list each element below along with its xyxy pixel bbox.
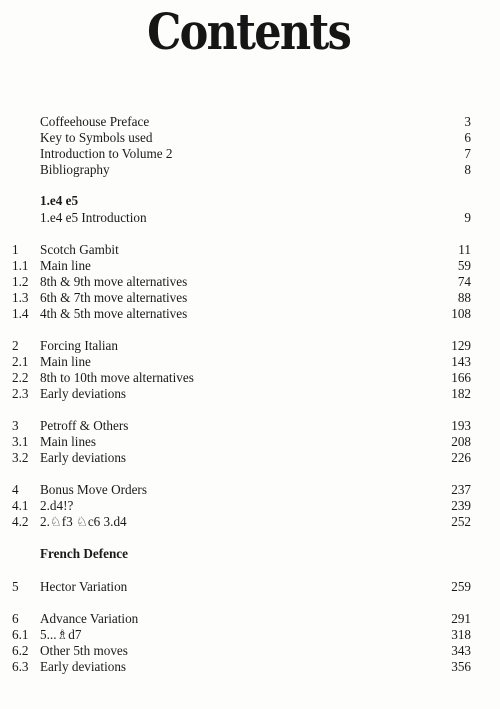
toc-entry-page: 226 [451, 450, 471, 465]
toc-entry-number: 6.3 [12, 659, 29, 674]
toc-entry-introduction[interactable] [0, 146, 500, 162]
toc-entry-page: 74 [457, 274, 471, 289]
toc-entry-label: 5...♗d7 [40, 627, 82, 642]
toc-entry-chapter-5[interactable] [0, 579, 500, 595]
toc-entry-page: 208 [451, 434, 471, 449]
toc-entry-number: 1.3 [12, 290, 29, 305]
toc-entry-2-2[interactable] [0, 370, 500, 386]
toc-entry-page: 129 [451, 338, 471, 353]
toc-entry-2-3[interactable] [0, 386, 500, 402]
toc-entry-4-2[interactable] [0, 514, 500, 530]
toc-entry-label: Main line [40, 258, 91, 273]
toc-entry-page: 143 [451, 354, 471, 369]
toc-entry-page: 291 [451, 611, 471, 626]
toc-entry-1-2[interactable] [0, 274, 500, 290]
toc-entry-label: Hector Variation [40, 579, 128, 594]
toc-entry-number: 2.1 [12, 354, 29, 369]
toc-entry-number: 3.2 [12, 450, 29, 465]
toc-entry-number: 3.1 [12, 434, 29, 449]
toc-entry-number: 6 [12, 611, 19, 626]
toc-entry-page: 59 [457, 258, 471, 273]
toc-entry-label: Early deviations [40, 450, 127, 465]
section-heading-e4-e5: 1.e4 e5 [40, 193, 79, 208]
toc-entry-label: Main lines [40, 434, 97, 449]
toc-entry-number: 4.1 [12, 498, 29, 513]
toc-entry-number: 3 [12, 418, 19, 433]
toc-entry-label: Bibliography [40, 162, 110, 177]
toc-entry-label: 1.e4 e5 Introduction [40, 210, 147, 225]
toc-entry-label: Other 5th moves [40, 643, 128, 658]
toc-entry-number: 1.1 [12, 258, 29, 273]
toc-entry-3-2[interactable] [0, 450, 500, 466]
toc-entry-page: 3 [464, 114, 471, 129]
toc-entry-label: 2.♘f3 ♘c6 3.d4 [40, 514, 127, 529]
toc-entry-chapter-2[interactable] [0, 338, 500, 354]
toc-entry-page: 252 [451, 514, 471, 529]
toc-entry-page: 11 [458, 242, 471, 257]
toc-entry-page: 356 [451, 659, 471, 674]
toc-entry-label: 6th & 7th move alternatives [40, 290, 188, 305]
toc-entry-chapter-3[interactable] [0, 418, 500, 434]
toc-entry-label: 2.d4!? [40, 498, 74, 513]
toc-entry-bibliography[interactable] [0, 162, 500, 178]
toc-entry-number: 2.2 [12, 370, 29, 385]
toc-entry-page: 7 [464, 146, 471, 161]
toc-entry-number: 1 [12, 242, 19, 257]
toc-entry-label: 4th & 5th move alternatives [40, 306, 188, 321]
toc-entry-4-1[interactable] [0, 498, 500, 514]
toc-entry-label: Forcing Italian [40, 338, 119, 353]
page-title: Contents [147, 2, 351, 61]
toc-entry-page: 9 [464, 210, 471, 225]
toc-entry-chapter-4[interactable] [0, 482, 500, 498]
toc-entry-6-2[interactable] [0, 643, 500, 659]
toc-entry-page: 8 [464, 162, 471, 177]
toc-entry-number: 1.2 [12, 274, 29, 289]
toc-entry-page: 239 [451, 498, 471, 513]
toc-entry-number: 6.2 [12, 643, 29, 658]
toc-entry-page: 259 [451, 579, 471, 594]
toc-entry-label: Petroff & Others [40, 418, 129, 433]
toc-entry-e4e5-intro[interactable] [0, 210, 500, 226]
toc-entry-label: Main line [40, 354, 91, 369]
toc-entry-page: 88 [457, 290, 471, 305]
toc-entry-page: 237 [451, 482, 471, 497]
toc-entry-label: Bonus Move Orders [40, 482, 147, 497]
toc-entry-label: Advance Variation [40, 611, 139, 626]
toc-entry-page: 193 [451, 418, 471, 433]
toc-entry-chapter-6[interactable] [0, 611, 500, 627]
toc-entry-number: 5 [12, 579, 19, 594]
toc-entry-page: 318 [451, 627, 471, 642]
toc-entry-number: 2.3 [12, 386, 29, 401]
toc-entry-label: Scotch Gambit [40, 242, 119, 257]
toc-entry-chapter-1[interactable] [0, 242, 500, 258]
toc-entry-label: 8th to 10th move alternatives [40, 370, 194, 385]
toc-entry-3-1[interactable] [0, 434, 500, 450]
toc-entry-1-3[interactable] [0, 290, 500, 306]
toc-entry-key-to-symbols[interactable] [0, 130, 500, 146]
toc-entry-label: Coffeehouse Preface [40, 114, 150, 129]
toc-entry-preface[interactable] [0, 114, 500, 130]
toc-entry-label: Early deviations [40, 659, 127, 674]
toc-entry-number: 2 [12, 338, 19, 353]
section-heading-french-defence: French Defence [40, 546, 129, 561]
toc-entry-label: Early deviations [40, 386, 127, 401]
toc-entry-page: 182 [451, 386, 471, 401]
toc-entry-label: Key to Symbols used [40, 130, 153, 145]
toc-entry-number: 4 [12, 482, 19, 497]
toc-entry-label: Introduction to Volume 2 [40, 146, 173, 161]
toc-entry-number: 4.2 [12, 514, 29, 529]
toc-entry-6-1[interactable] [0, 627, 500, 643]
toc-entry-2-1[interactable] [0, 354, 500, 370]
toc-entry-number: 1.4 [12, 306, 29, 321]
toc-entry-page: 166 [451, 370, 471, 385]
toc-entry-number: 6.1 [12, 627, 29, 642]
toc-entry-label: 8th & 9th move alternatives [40, 274, 188, 289]
toc-entry-page: 6 [464, 130, 471, 145]
toc-entry-1-1[interactable] [0, 258, 500, 274]
toc-entry-1-4[interactable] [0, 306, 500, 322]
toc-entry-6-3[interactable] [0, 659, 500, 675]
toc-entry-page: 343 [451, 643, 471, 658]
toc-entry-page: 108 [451, 306, 471, 321]
